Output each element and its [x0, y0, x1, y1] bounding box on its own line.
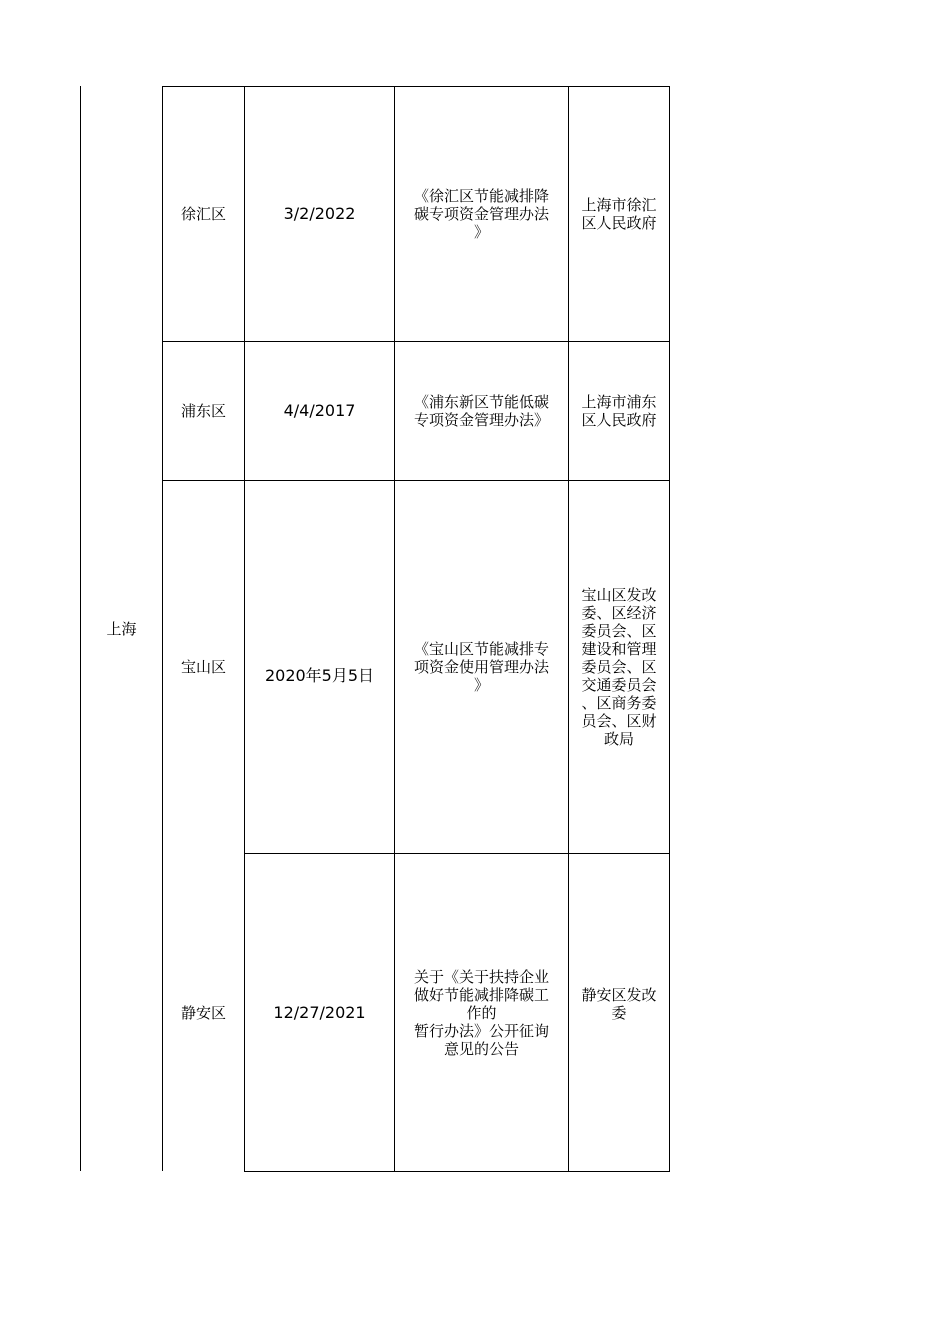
table-row-1-date	[245, 87, 394, 341]
table-row-3-policy	[395, 481, 568, 853]
table-row-2-date	[245, 342, 394, 480]
province-label: 上海	[106, 619, 137, 638]
date-value: 12/27/2021	[273, 1002, 366, 1022]
table-row-2-district	[163, 342, 244, 480]
table-row-4-policy	[395, 854, 568, 1171]
table-row-2-policy	[395, 342, 568, 480]
table-row-4-district	[163, 854, 244, 1171]
issuer-name: 上海市浦东 区人民政府	[581, 393, 657, 429]
table-row-1-district	[163, 87, 244, 341]
date-value: 4/4/2017	[283, 401, 356, 420]
issuer-name: 宝山区发改 委、区经济 委员会、区 建设和管理 委员会、区 交通委员会 、区商务委 员会、区财 政局	[581, 586, 657, 748]
date-value: 3/2/2022	[283, 204, 356, 223]
district-label: 宝山区	[180, 658, 226, 676]
policy-title: 《徐汇区节能减排降 碳专项资金管理办法 》	[413, 187, 549, 241]
province-cell	[81, 86, 162, 1171]
district-label: 浦东区	[180, 402, 226, 420]
table-row-3-district	[163, 481, 244, 853]
table-row-4-issuer	[569, 854, 669, 1154]
issuer-name: 静安区发改 委	[581, 986, 657, 1022]
table-row-1-issuer	[569, 87, 669, 341]
table-row-4-date	[245, 854, 394, 1171]
district-label: 静安区	[180, 1003, 226, 1022]
table-row-3-date	[245, 481, 394, 871]
date-value: 2020年5月5日	[264, 666, 375, 685]
district-label: 徐汇区	[180, 205, 226, 223]
table-row-2-issuer	[569, 342, 669, 480]
table-border-bottom	[244, 1171, 670, 1172]
table-row-1-policy	[395, 87, 568, 341]
policy-title: 《宝山区节能减排专 项资金使用管理办法 》	[413, 640, 549, 694]
table-border-right	[669, 86, 670, 1171]
table-row-3-issuer	[569, 481, 669, 853]
policy-title: 《浦东新区节能低碳 专项资金管理办法》	[413, 393, 549, 429]
issuer-name: 上海市徐汇 区人民政府	[581, 196, 657, 232]
policy-title: 关于《关于扶持企业 做好节能减排降碳工 作的 暂行办法》公开征询 意见的公告	[413, 967, 549, 1058]
